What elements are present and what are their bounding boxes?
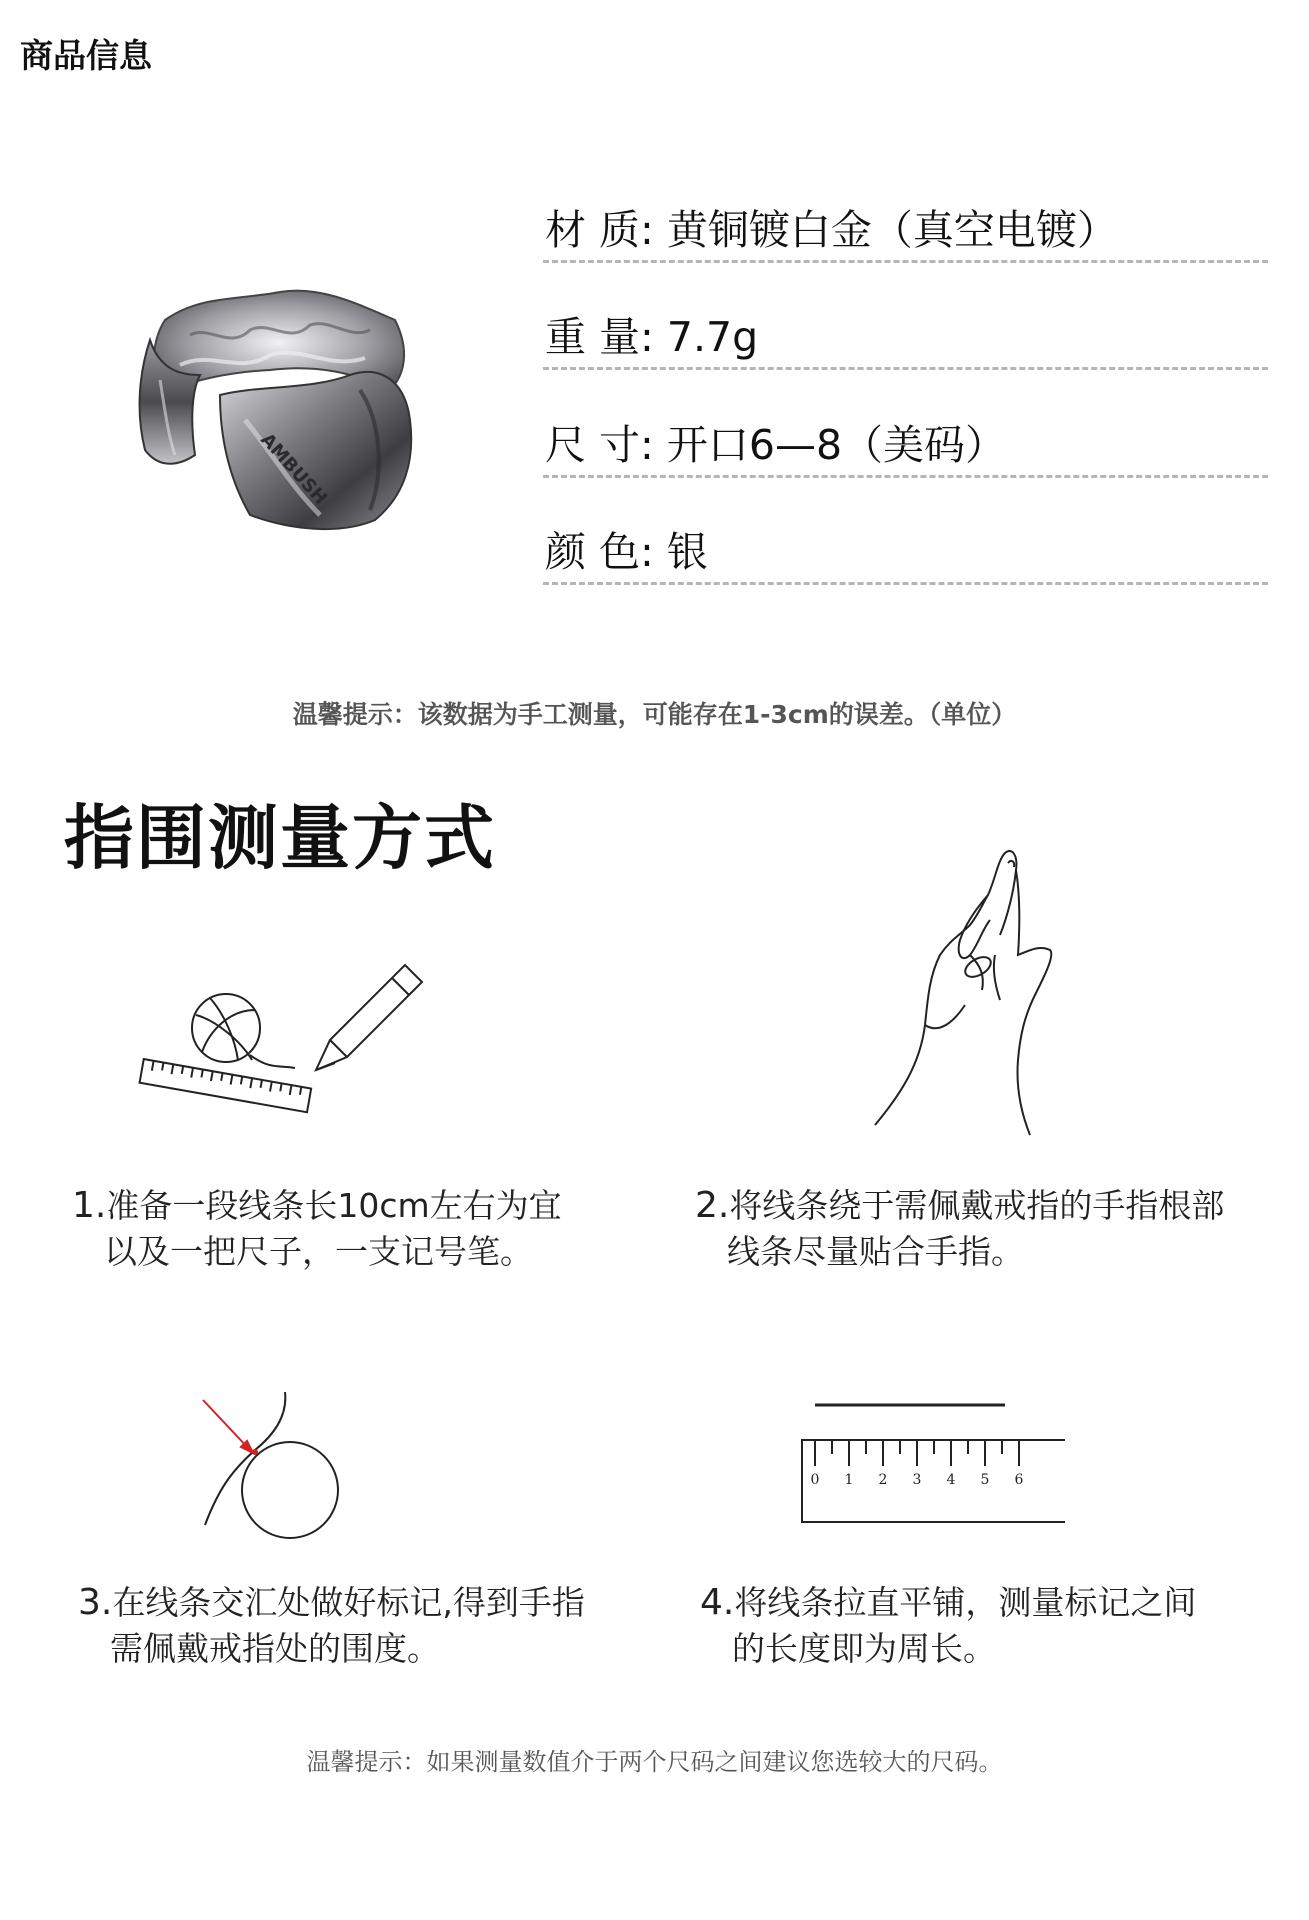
measuring-ruler-icon: [802, 1440, 1065, 1522]
measurement-tip: 温馨提示：该数据为手工测量，可能存在1-3cm的误差。（单位）: [292, 700, 1017, 729]
section-title: 商品信息: [20, 36, 152, 75]
spec-weight: 重 量: 7.7g: [543, 305, 1268, 370]
ruler-measure-illustration: [800, 1400, 1070, 1530]
ruler-tick-1: 1: [844, 1472, 854, 1488]
arrow-icon: [203, 1400, 253, 1453]
spec-material: 材 质: 黄铜镀白金（真空电镀）: [543, 198, 1268, 263]
tools-illustration: [130, 960, 440, 1130]
ruler-tick-5: 5: [980, 1472, 990, 1488]
ruler-tick-6: 6: [1014, 1472, 1024, 1488]
step-1: 1.准备一段线条长10cm左右为宜 以及一把尺子，一支记号笔。: [72, 1185, 562, 1271]
ruler-tick-0: 0: [810, 1472, 820, 1488]
ruler-tick-3: 3: [912, 1472, 922, 1488]
step-4: 4.将线条拉直平铺，测量标记之间 的长度即为周长。: [700, 1582, 1197, 1668]
hand-illustration: [870, 845, 1090, 1140]
ruler-tick-4: 4: [946, 1472, 956, 1488]
pencil-icon: [316, 965, 422, 1070]
string-loop-icon: [242, 1442, 338, 1538]
size-tip: 温馨提示：如果测量数值介于两个尺码之间建议您选较大的尺码。: [306, 1748, 1003, 1776]
step-3: 3.在线条交汇处做好标记,得到手指 需佩戴戒指处的围度。: [78, 1582, 585, 1668]
product-image: [120, 280, 430, 540]
ring-engraving: AMBUSH: [256, 429, 331, 509]
spec-size: 尺 寸: 开口6—8（美码）: [543, 413, 1268, 478]
ruler-tick-2: 2: [878, 1472, 888, 1488]
measure-heading: 指围测量方式: [64, 797, 496, 879]
step-2: 2.将线条绕于需佩戴戒指的手指根部 线条尽量贴合手指。: [695, 1185, 1225, 1271]
spec-color: 颜 色: 银: [543, 520, 1268, 585]
loop-illustration: [195, 1390, 355, 1540]
